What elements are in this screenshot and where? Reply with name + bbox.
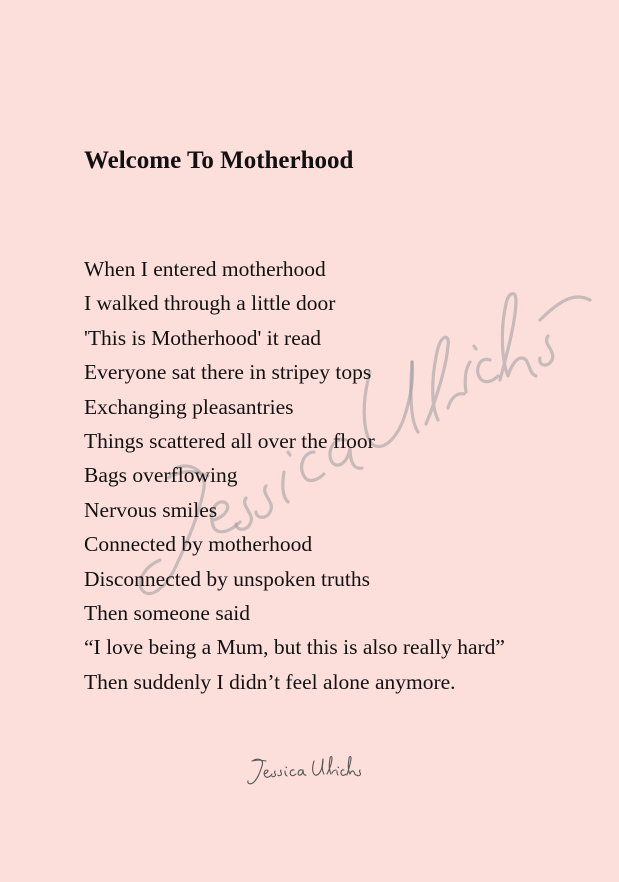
poem-line: Exchanging pleasantries xyxy=(84,394,294,419)
poem-line: “I love being a Mum, but this is also really hard” xyxy=(84,635,505,660)
poem-body xyxy=(84,252,505,699)
poem-line: Things scattered all over the floor xyxy=(84,429,375,454)
poem-line: Bags overflowing xyxy=(84,463,238,488)
poem-line: Connected by motherhood xyxy=(84,532,313,557)
poem-line: I walked through a little door xyxy=(84,291,336,316)
poem-line: Everyone sat there in stripey tops xyxy=(84,360,372,385)
poem-line: Disconnected by unspoken truths xyxy=(84,566,371,591)
poem-line: When I entered motherhood xyxy=(84,257,326,281)
poem-line: Nervous smiles xyxy=(84,497,218,522)
poem-title: Welcome To Motherhood xyxy=(84,147,354,174)
poem-line: 'This is Motherhood' it read xyxy=(84,325,322,350)
poem-line: Then someone said xyxy=(84,601,250,626)
poem-line: Then suddenly I didn’t feel alone anymore. xyxy=(84,669,456,694)
author-signature xyxy=(244,752,364,788)
